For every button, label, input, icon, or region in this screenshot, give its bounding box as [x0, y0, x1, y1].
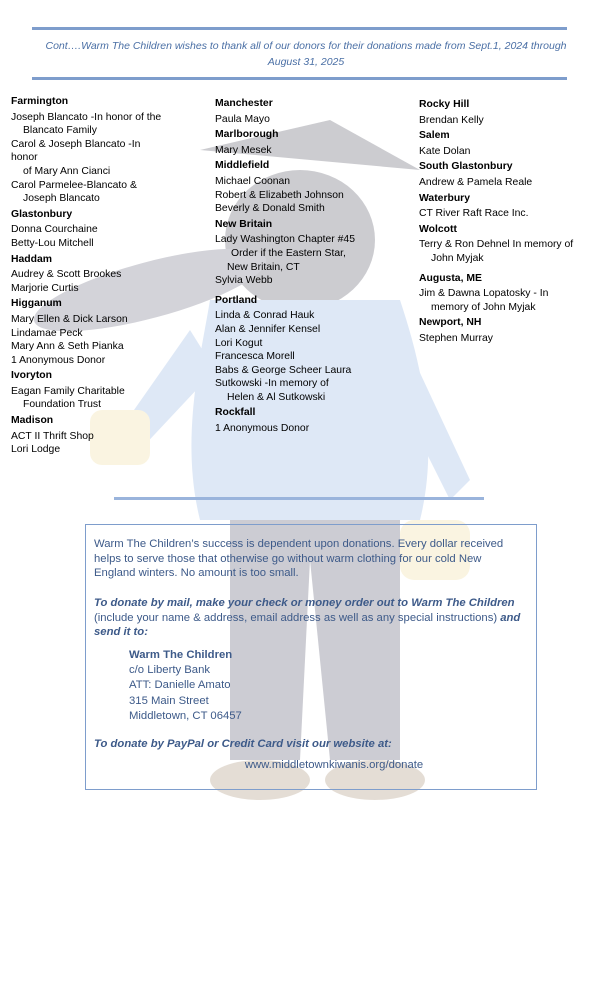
town-heading: Higganum	[11, 298, 62, 310]
town-heading: Farmington	[11, 96, 69, 107]
address-line-3: 315 Main Street	[129, 694, 209, 707]
address-line-4: Middletown, CT 06457	[129, 709, 242, 722]
donor-entry: Betty-Lou Mitchell	[11, 237, 94, 249]
town-heading: Waterbury	[419, 192, 470, 204]
donor-entry: Paula Mayo	[215, 113, 270, 125]
donation-intro-text: Warm The Children’s success is dependent upon donations. Every dollar received helps to serve those that otherwise go without warm clothing for our cold New England winters. No amount is too small.	[94, 538, 504, 579]
donor-entry: Terry & Ron Dehnel In memory of	[419, 239, 574, 251]
donor-entry: Michael Coonan	[215, 175, 291, 187]
donor-column-2	[215, 97, 405, 436]
address-line-2: ATT: Danielle Amato	[129, 679, 231, 692]
donor-entry: Joseph Blancato	[23, 193, 100, 205]
donor-entry: Blancato Family	[23, 125, 97, 137]
town-heading: Salem	[419, 130, 450, 142]
donor-entry: Robert & Elizabeth Johnson	[215, 189, 344, 201]
donor-entry: Carol & Joseph Blancato -In	[11, 138, 141, 150]
section-divider	[114, 497, 484, 500]
donor-entry: Lindamae Peck	[11, 327, 83, 339]
town-heading: Madison	[11, 415, 54, 427]
donor-entry: Francesca Morell	[215, 351, 295, 363]
mail-instructions-lead: To donate by mail, make your check or money order out to Warm The Children	[94, 597, 515, 609]
donor-entry: Lady Washington Chapter #45	[215, 234, 355, 246]
donor-entry: John Myjak	[431, 252, 484, 264]
address-line-1: c/o Liberty Bank	[129, 664, 211, 677]
header-bottom-rule	[32, 77, 567, 80]
donor-entry: of Mary Ann Cianci	[23, 165, 111, 177]
donor-entry: Beverly & Donald Smith	[215, 203, 325, 215]
town-heading: Rocky Hill	[419, 99, 470, 110]
donor-entry: ACT II Thrift Shop	[11, 430, 94, 442]
donor-entry: Alan & Jennifer Kensel	[215, 323, 321, 335]
donor-entry: 1 Anonymous Donor	[215, 423, 310, 435]
donor-entry: Joseph Blancato -In honor of the	[11, 111, 162, 123]
donor-column-1	[11, 95, 201, 457]
donor-entry: Order if the Eastern Star,	[231, 247, 346, 259]
mail-instructions-middle: (include your name & address, email address as well as any special instructions)	[94, 611, 501, 624]
donor-entry: Lori Kogut	[215, 337, 263, 349]
donor-entry: honor	[11, 152, 38, 164]
donor-entry: Andrew & Pamela Reale	[419, 176, 533, 188]
donation-info-box	[85, 524, 537, 790]
donor-entry: Brendan Kelly	[419, 114, 484, 126]
donor-entry: Linda & Conrad Hauk	[215, 310, 315, 322]
top-rule	[32, 27, 567, 30]
donor-entry: Sutkowski -In memory of	[215, 378, 329, 390]
town-heading: Newport, NH	[419, 317, 482, 329]
donor-entry: Mary Mesek	[215, 144, 272, 156]
town-heading: Wolcott	[419, 223, 457, 235]
town-heading: Augusta, ME	[419, 272, 482, 284]
donor-entry: Kate Dolan	[419, 145, 471, 157]
donor-entry: CT River Raft Race Inc.	[419, 208, 529, 220]
address-name: Warm The Children	[129, 649, 233, 661]
town-heading: Haddam	[11, 253, 52, 265]
mail-donation-instructions	[94, 596, 524, 640]
donor-entry: Mary Ann & Seth Pianka	[11, 341, 124, 353]
donor-entry: Donna Courchaine	[11, 224, 98, 236]
town-heading: Portland	[215, 294, 258, 306]
donor-entry: Sylvia Webb	[215, 275, 273, 287]
donor-entry: Lori Lodge	[11, 444, 61, 456]
header-thank-you-text: Cont….Warm The Children wishes to thank all of our donors for their donations made from Sept.1, 2024 through August 31, 2025	[45, 40, 567, 68]
town-heading: Ivoryton	[11, 370, 52, 382]
donor-entry: Marjorie Curtis	[11, 282, 79, 294]
town-heading: Rockfall	[215, 407, 256, 419]
donor-entry: Mary Ellen & Dick Larson	[11, 313, 128, 325]
donor-entry: Carol Parmelee-Blancato &	[11, 179, 137, 191]
mail-instructions-end: and send it to:	[94, 611, 521, 638]
paypal-instructions: To donate by PayPal or Credit Card visit our website at:	[94, 738, 392, 750]
town-heading: New Britain	[215, 218, 273, 230]
donor-entry: Audrey & Scott Brookes	[11, 269, 122, 281]
donor-entry: Stephen Murray	[419, 332, 493, 344]
donor-column-3	[419, 98, 609, 346]
town-heading: South Glastonbury	[419, 161, 513, 173]
donor-entry: 1 Anonymous Donor	[11, 354, 106, 366]
town-heading: Middlefield	[215, 160, 270, 172]
donor-entry: New Britain, CT	[227, 261, 300, 273]
donor-entry: memory of John Myjak	[431, 301, 536, 313]
donor-entry: Babs & George Scheer Laura	[215, 364, 352, 376]
town-heading: Marlborough	[215, 129, 279, 141]
town-heading: Manchester	[215, 98, 273, 109]
town-heading: Glastonbury	[11, 208, 73, 220]
donate-website-link[interactable]: www.middletownkiwanis.org/donate	[244, 759, 424, 771]
donor-entry: Eagan Family Charitable	[11, 385, 125, 397]
donor-entry: Jim & Dawna Lopatosky - In	[419, 288, 549, 300]
mailing-address	[129, 648, 242, 724]
donor-entry: Foundation Trust	[23, 399, 101, 411]
donor-entry: Helen & Al Sutkowski	[227, 391, 326, 403]
